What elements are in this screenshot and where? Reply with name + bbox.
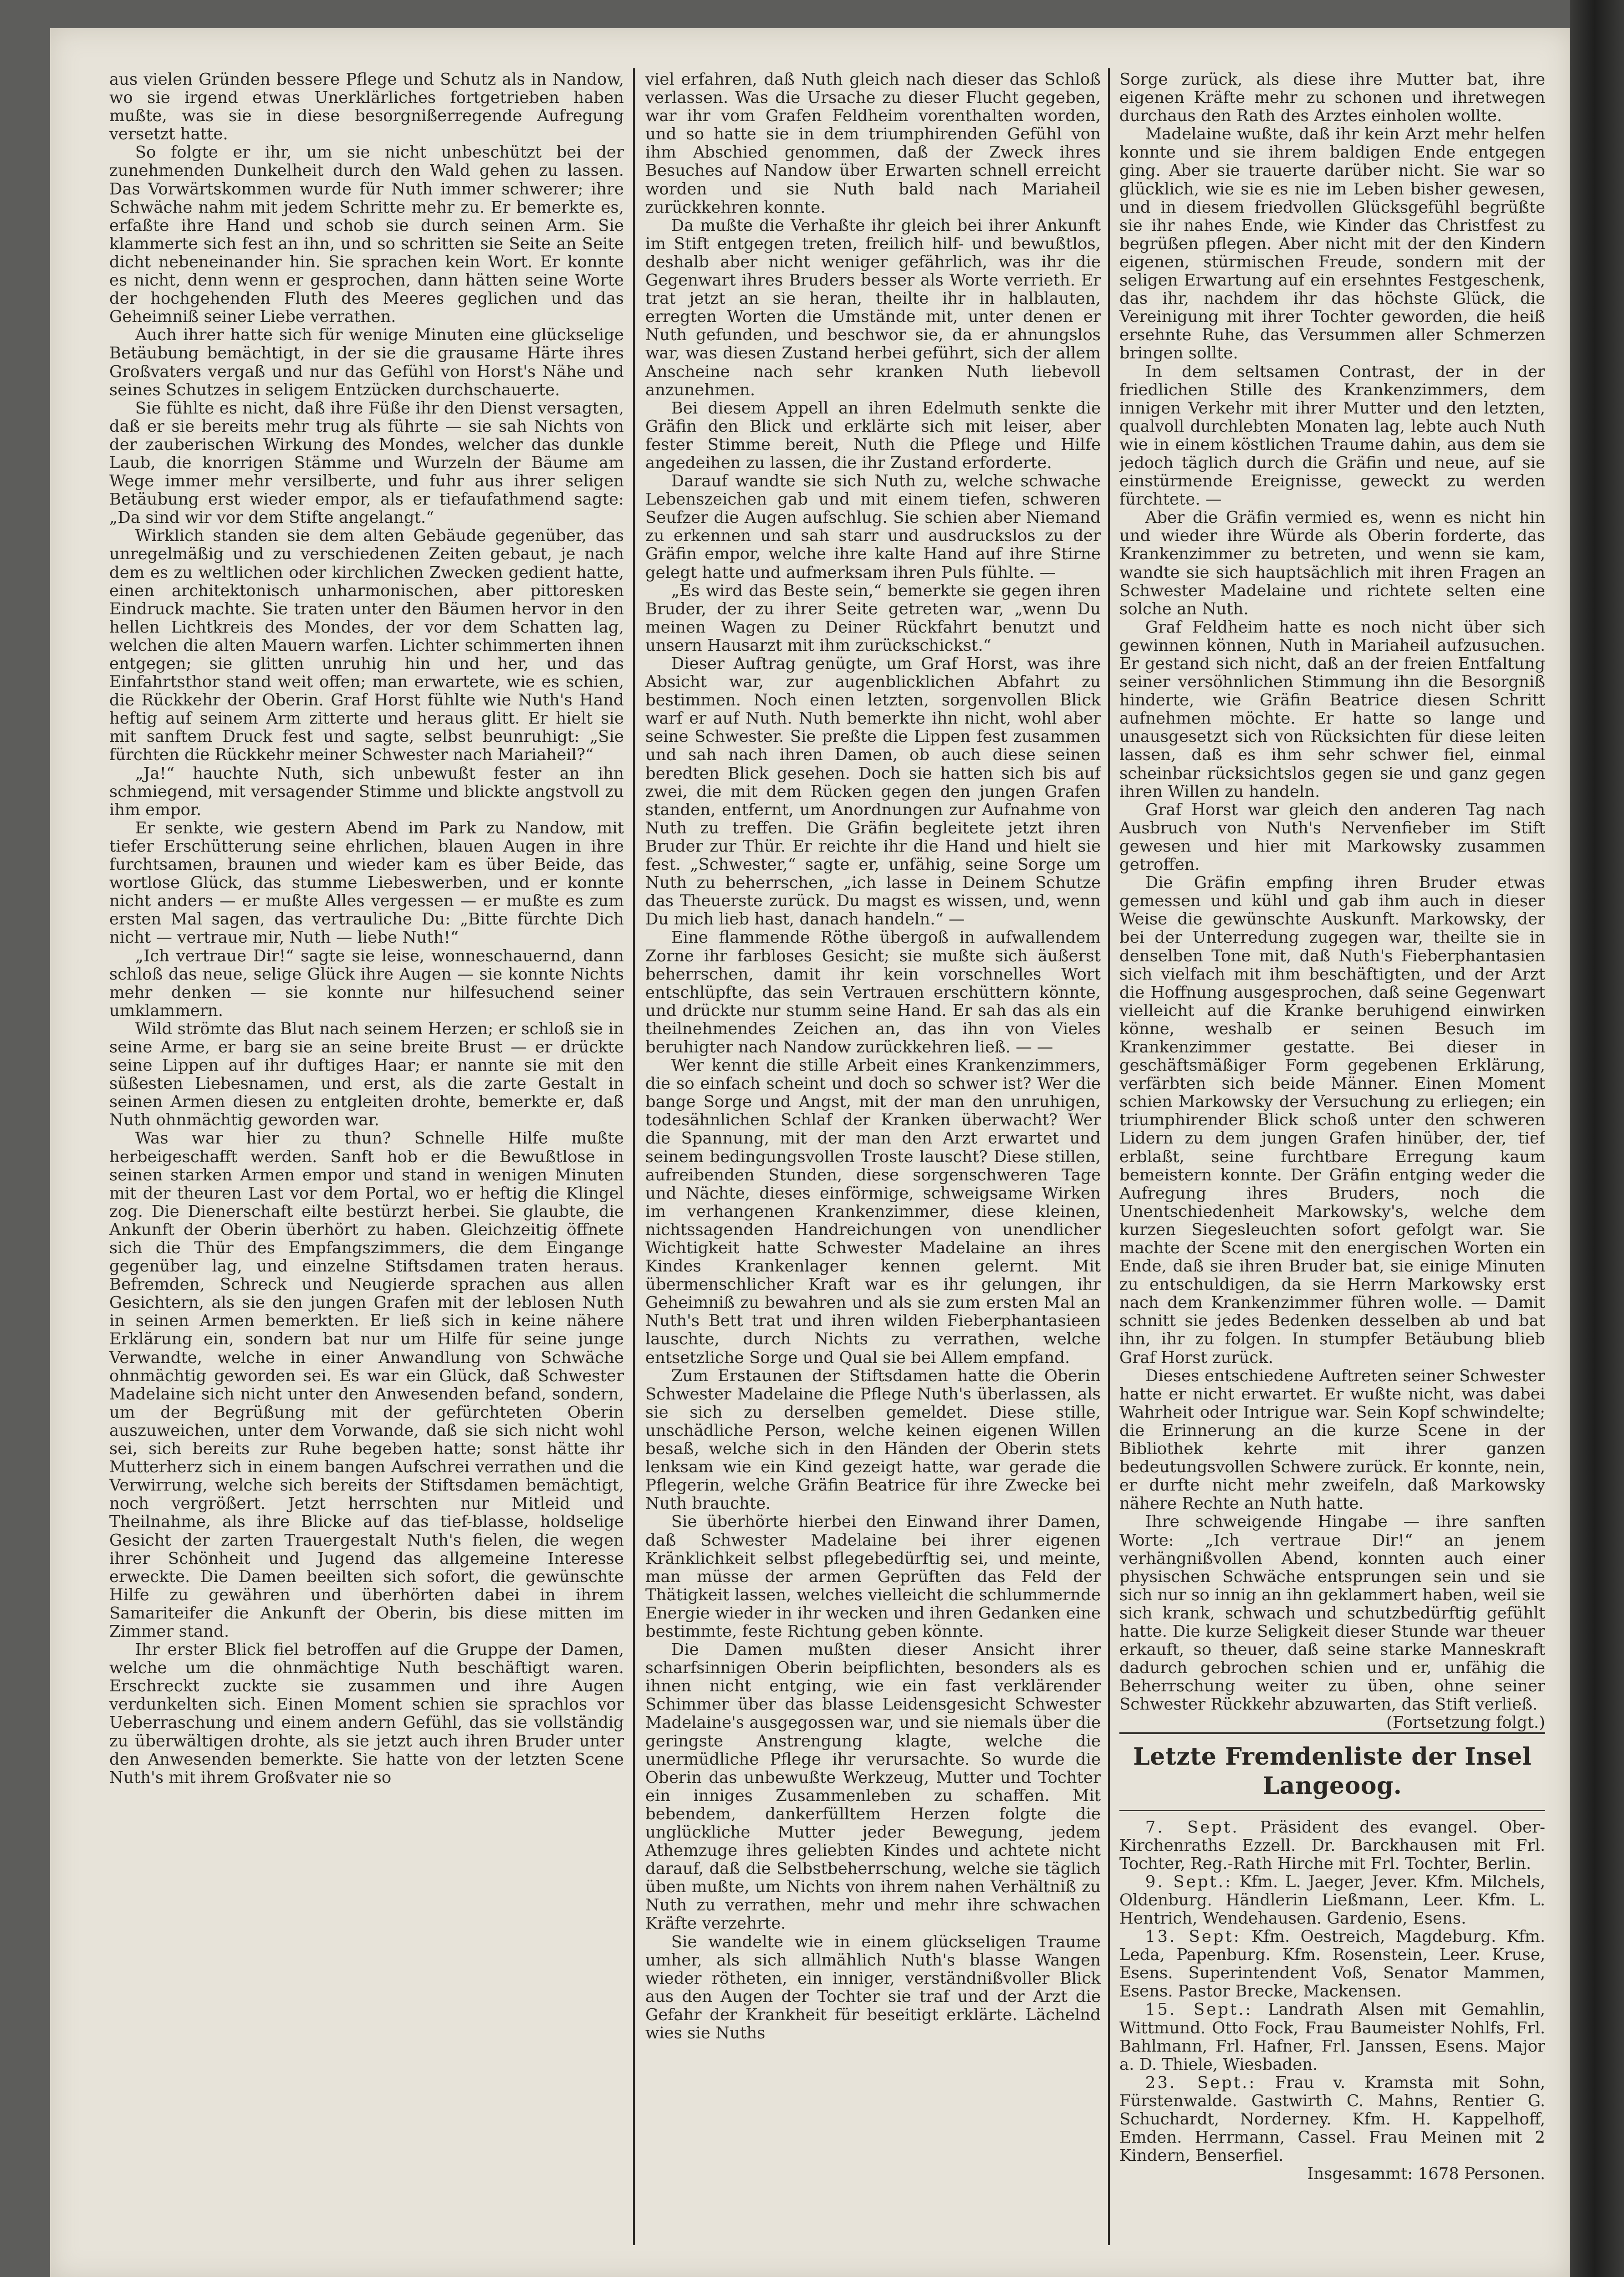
entry-text: Frau v. Kramsta mit Sohn, Fürstenwalde. Gastwirth C. Mahns, Rentier G. Schuchardt, Norderney. Kfm. H. Kappelhoff, Emden. Herrmann, Cassel. Frau Meinen mit 2 Kindern, Benserfiel. <box>1119 2073 1545 2165</box>
paragraph: Wirklich standen sie dem alten Gebäude gegenüber, das unregelmäßig und zu verschiedenen Zeiten gebaut, je nach dem es zu weltlichen oder kirchlichen Zwecken gedient hatte, einen architektonisch unharmonischen, aber pittoresken Eindruck machte. Sie traten unter den Bäumen hervor in den hellen Lichtkreis des Mondes, der vor dem Schatten lag, welchen die alten Mauern warfen. Lichter schimmerten ihnen entgegen; sie glitten unruhig hin und her, und das Einfahrtsthor stand weit offen; man erwartete, wie es schien, die Rückkehr der Oberin. Graf Horst fühlte wie Nuth's Hand heftig auf seinem Arm zitterte und heraus glitt. Er hielt sie mit sanftem Druck fest und sagte, selbst beunruhigt: „Sie fürchten die Rückkehr meiner Schwester nach Mariaheil?“ <box>109 526 624 765</box>
paragraph: Auch ihrer hatte sich für wenige Minuten eine glückselige Betäubung bemächtigt, in der sie die grausame Härte ihres Großvaters vergaß und nur das Gefühl von Horst's Nähe und seines Schutzes in seligem Entzücken durchschauerte. <box>109 326 624 399</box>
paragraph: „Es wird das Beste sein,“ bemerkte sie gegen ihren Bruder, der zu ihrer Seite getreten war, „wenn Du meinen Wagen zu Deiner Rückfahrt benutzt und unsern Hausarzt mit ihm zurückschickst.“ <box>645 581 1101 655</box>
paragraph: Ihre schweigende Hingabe — ihre sanften Worte: „Ich vertraue Dir!“ an jenem verhängnißvollen Abend, konnten auch einer physischen Schwäche entsprungen sein und sie sich nur so innig an ihn geklammert haben, weil sie sich krank, schwach und schutzbedürftig gefühlt hatte. Die kurze Seligkeit dieser Stunde war theuer erkauft, so theuer, daß seine starke Manneskraft dadurch gebrochen schien und er, unfähig die Beherrschung weiter zu üben, ohne seiner Schwester Rückkehr abzuwarten, das Stift verließ. <box>1119 1512 1545 1714</box>
book-binding-edge <box>1570 0 1624 2277</box>
entry-date: 9. Sept.: <box>1145 1872 1232 1891</box>
paragraph: Was war hier zu thun? Schnelle Hilfe mußte herbeigeschafft werden. Sanft hob er die Bewußtlose in seinen starken Armen empor und stand in wenigen Minuten mit der theuren Last vor dem Portal, wo er heftig die Klingel zog. Die Dienerschaft eilte bestürzt herbei. Sie glaubte, die Ankunft der Oberin überhört zu haben. Gleichzeitig öffnete sich die Thür des Empfangszimmers, die dem Eingange gegenüber lag, und einzelne Stiftsdamen traten heraus. Befremden, Schreck und Neugierde sprachen aus allen Gesichtern, als sie den jungen Grafen mit der leblosen Nuth in seinen Armen bemerkten. Er ließ sich in keine nähere Erklärung ein, sondern bat nur um Hilfe für seine junge Verwandte, welche in einer Anwandlung von Schwäche ohnmächtig geworden sei. Es war ein Glück, daß Schwester Madelaine sich nicht unter den Anwesenden befand, sondern, um der Begrüßung mit der gefürchteten Oberin auszuweichen, unter dem Vorwande, daß sie sich nicht wohl sei, sich bereits zur Ruhe begeben hatte; sonst hätte ihr Mutterherz sich in einem bangen Aufschrei verrathen und die Verwirrung, welche sich bereits der Stiftsdamen bemächtigt, noch vergrößert. Jetzt herrschten nur Mitleid und Theilnahme, als ihre Blicke auf das tief-blasse, holdselige Gesicht der zarten Trauergestalt Nuth's fielen, die wegen ihrer Schönheit und Jugend das allgemeine Interesse erweckte. Die Damen beeilten sich sofort, die gewünschte Hilfe zu gewähren und überhörten dabei in ihrem Samariteifer die Ankunft der Oberin, bis diese mitten im Zimmer stand. <box>109 1129 624 1641</box>
paragraph: Wild strömte das Blut nach seinem Herzen; er schloß sie in seine Arme, er barg sie an seine breite Brust — er drückte seine Lippen auf ihr duftiges Haar; er nannte sie mit den süßesten Liebesnamen, und erst, als die zarte Gestalt in seinen Armen diesen zu entgleiten drohte, bemerkte er, daß Nuth ohnmächtig geworden war. <box>109 1019 624 1130</box>
paragraph: Graf Feldheim hatte es noch nicht über sich gewinnen können, Nuth in Mariaheil aufzusuchen. Er gestand sich nicht, daß an der freien Entfaltung seiner versöhnlichen Stimmung ihn die Besorgniß hinderte, wie Gräfin Beatrice diesen Schritt aufnehmen möchte. Er hatte so lange und unausgesetzt sich von Rücksichten für diese leiten lassen, daß es ihm sehr schwer fiel, einmal scheinbar rücksichtslos gegen sie und ganz gegen ihren Willen zu handeln. <box>1119 618 1545 801</box>
paragraph: Sie überhörte hierbei den Einwand ihrer Damen, daß Schwester Madelaine bei ihrer eigenen Kränklichkeit selbst pflegebedürftig sei, und meinte, man müsse der armen Geprüften das Feld der Thätigkeit lassen, welches vielleicht die schlummernde Energie wieder in ihr wecken und ihren Gedanken eine bestimmte, feste Richtung geben könnte. <box>645 1512 1101 1641</box>
paragraph: Ihr erster Blick fiel betroffen auf die Gruppe der Damen, welche um die ohnmächtige Nuth beschäftigt waren. Erschreckt zuckte sie zusammen und ihre Augen verdunkelten sich. Einen Moment schien sie sprachlos vor Ueberraschung und einem andern Gefühl, das sie vollständig zu überwältigen drohte, als sie jetzt auch ihren Bruder unter den Anwesenden bemerkte. Sie hatte von der letzten Scene Nuth's mit ihrem Großvater nie so <box>109 1640 624 1787</box>
entry-date: 15. Sept.: <box>1145 2000 1253 2019</box>
paragraph: Sie wandelte wie in einem glückseligen Traume umher, als sich allmählich Nuth's blasse Wangen wieder rötheten, ein inniger, verständnißvoller Blick aus den Augen der Tochter sie traf und der Arzt die Gefahr der Krankheit für beseitigt erklärte. Lächelnd wies sie Nuths <box>645 1932 1101 2043</box>
paragraph: Die Damen mußten dieser Ansicht ihrer scharfsinnigen Oberin beipflichten, besonders als es ihnen nicht entging, wie ein fast verklärender Schimmer über das blasse Leidensgesicht Schwester Madelaine's ausgegossen war, und sie niemals über die geringste Anstrengung klagte, welche die unermüdliche Pflege ihr verursachte. So wurde die Oberin das unbewußte Werkzeug, Mutter und Tochter ein inniges Zusammenleben zu schaffen. Mit bebendem, dankerfülltem Herzen folgte die unglückliche Mutter jeder Bewegung, jedem Athemzuge ihres geliebten Kindes und achtete nicht darauf, daß die Selbstbeherrschung, welche sie täglich üben mußte, um Nichts von ihrem nahen Verhältniß zu Nuth zu verrathen, mehr und mehr ihre schwachen Kräfte verzehrte. <box>645 1640 1101 1933</box>
paragraph: Dieser Auftrag genügte, um Graf Horst, was ihre Absicht war, zur augenblicklichen Abfahrt zu bestimmen. Noch einen letzten, sorgenvollen Blick warf er auf Nuth. Nuth bemerkte ihn nicht, wohl aber seine Schwester. Sie preßte die Lippen fest zusammen und sah nach ihren Damen, ob auch diese seinen beredten Blick gesehen. Doch sie hatten sich bis auf zwei, die mit dem Rücken gegen den jungen Grafen standen, entfernt, um Anordnungen zur Aufnahme von Nuth zu treffen. Die Gräfin begleitete jetzt ihren Bruder zur Thür. Er reichte ihr die Hand und hielt sie fest. „Schwester,“ sagte er, unfähig, seine Sorge um Nuth zu beherrschen, „ich lasse in Deinem Schutze das Theuerste zurück. Du magst es wissen, und, wenn Du mich lieb hast, danach handeln.“ — <box>645 654 1101 929</box>
paragraph: Darauf wandte sie sich Nuth zu, welche schwache Lebenszeichen gab und mit einem tiefen, schweren Seufzer die Augen aufschlug. Sie schien aber Niemand zu erkennen und sah starr und ausdruckslos zu der Gräfin empor, welche ihre kalte Hand auf ihre Stirne gelegt hatte und aufmerksam ihren Puls fühlte. — <box>645 472 1101 582</box>
guest-list-heading: Letzte Fremdenliste der Insel Langeoog. <box>1133 1742 1532 1800</box>
paragraph: In dem seltsamen Contrast, der in der friedlichen Stille des Krankenzimmers, dem innigen Verkehr mit ihrer Mutter und den letzten, qualvoll durchlebten Monaten lag, lebte auch Nuth wie in einem köstlichen Traume dahin, aus dem sie jedoch täglich durch die Gräfin und neue, auf sie einstürmende Ereignisse, geweckt zu werden fürchtete. — <box>1119 362 1545 509</box>
paragraph: Wer kennt die stille Arbeit eines Krankenzimmers, die so einfach scheint und doch so schwer ist? Wer die bange Sorge und Angst, mit der man den unruhigen, todesähnlichen Schlaf der Kranken überwacht? Wer die Spannung, mit der man den Arzt erwartet und seinem bedingungsvollen Troste lauscht? Diese stillen, aufreibenden Stunden, diese sorgenschweren Tage und Nächte, dieses einförmige, schweigsame Wirken im verhangenen Krankenzimmer, diese kleinen, nichtssagenden Handreichungen von unendlicher Wichtigkeit hatte Schwester Madelaine an ihres Kindes Krankenlager kennen gelernt. Mit übermenschlicher Kraft war es ihr gelungen, ihr Geheimniß zu bewahren und als sie zum ersten Mal an Nuth's Bett trat und ihren wilden Fieberphantasieen lauschte, durch Nichts zu verrathen, welche entsetzliche Sorge und Qual sie bei Allem empfand. <box>645 1056 1101 1367</box>
paragraph: Er senkte, wie gestern Abend im Park zu Nandow, mit tiefer Erschütterung seine ehrlichen, blauen Augen in ihre furchtsamen, braunen und wieder kam es über Beide, das wortlose Glück, das stumme Liebeswerben, und er konnte nicht anders — er mußte Alles vergessen — er mußte es zum ersten Mal sagen, das vertrauliche Du: „Bitte fürchte Dich nicht — vertraue mir, Nuth — liebe Nuth!“ <box>109 818 624 947</box>
guest-total: Insgesammt: 1678 Personen. <box>1307 2165 1545 2184</box>
paragraph: „Ich vertraue Dir!“ sagte sie leise, wonneschauernd, dann schloß das neue, selige Glück ihre Augen — sie konnte Nichts mehr denken — sie konnte nur hilfesuchend seiner umklammern. <box>109 946 624 1020</box>
entry-text: Landrath Alsen mit Gemahlin, Wittmund. Otto Fock, Frau Baumeister Nohlfs, Frl. Bahlmann, Frl. Hafner, Frl. Janssen, Esens. Major a. D. Thiele, Wiesbaden. <box>1119 2000 1545 2074</box>
continuation-note: (Fortsetzung folgt.) <box>1386 1713 1545 1732</box>
serial-story-column-1 <box>109 71 624 2238</box>
paragraph: aus vielen Gründen bessere Pflege und Schutz als in Nandow, wo sie irgend etwas Unerklärliches fortgetrieben haben mußte, was sie in diese besorgnißerregende Aufregung versetzt hatte. <box>109 71 624 144</box>
guest-list-entry <box>1119 2001 1545 2073</box>
entry-date: 23. Sept.: <box>1145 2073 1256 2092</box>
paragraph: Madelaine wußte, daß ihr kein Arzt mehr helfen konnte und sie ihrem baldigen Ende entgegen ging. Aber sie trauerte darüber nicht. Sie war so glücklich, wie sie es nie im Leben bisher gewesen, und in diesem friedvollen Glücksgefühl begrüßte sie ihr nahes Ende, wie Kinder das Christfest zu begrüßen pflegen. Aber nicht mit der den Kindern eigenen, stürmischen Freude, sondern mit der seligen Erwartung auf ein ersehntes Festgeschenk, das ihr, nachdem ihr das höchste Glück, die Vereinigung mit ihrer Tochter geworden, die heiß ersehnte Ruhe, das Versummen aller Schmerzen bringen sollte. <box>1119 125 1545 363</box>
guest-list-entry <box>1119 2074 1545 2165</box>
serial-story-column-3 <box>1119 71 1545 2238</box>
paragraph: „Ja!“ hauchte Nuth, sich unbewußt fester an ihn schmiegend, mit versagender Stimme und blickte angstvoll zu ihm empor. <box>109 764 624 819</box>
entry-date: 13. Sept: <box>1145 1927 1241 1946</box>
entry-text: Kfm. L. Jaeger, Jever. Kfm. Milchels, Oldenburg. Händlerin Ließmann, Leer. Kfm. L. Hentrich, Wendehausen. Gardenio, Esens. <box>1119 1872 1545 1928</box>
paragraph: Aber die Gräfin vermied es, wenn es nicht hin und wieder ihre Würde als Oberin forderte, das Krankenzimmer zu betreten, und wenn sie kam, wandte sie sich hauptsächlich mit ihren Fragen an Schwester Madelaine und richtete selten eine solche an Nuth. <box>1119 508 1545 618</box>
section-divider <box>1119 1732 1545 1734</box>
paragraph: Da mußte die Verhaßte ihr gleich bei ihrer Ankunft im Stift entgegen treten, freilich hilf- und bewußtlos, deshalb aber nicht weniger gefährlich, was ihr die Gegenwart ihres Bruders besser als Worte verrieth. Er trat jetzt an sie heran, theilte ihr in halblauten, erregten Worten die Umstände mit, unter denen er Nuth gefunden, und beschwor sie, da er ahnungslos war, was diesen Zustand herbei geführt, sich der allem Anscheine nach sehr kranken Nuth liebevoll anzunehmen. <box>645 216 1101 399</box>
entry-text: Präsident des evangel. Ober-Kirchenraths Ezzell. Dr. Barckhausen mit Frl. Tochter, Reg.-Rath Hirche mit Frl. Tochter, Berlin. <box>1119 1818 1545 1873</box>
entry-date: 7. Sept. <box>1145 1818 1239 1837</box>
serial-story-column-2 <box>645 71 1101 2238</box>
paragraph: Eine flammende Röthe übergoß in aufwallendem Zorne ihr farbloses Gesicht; sie mußte sich äußerst beherrschen, damit ihr kein vorschnelles Wort entschlüpfte, das sein Vertrauen erschüttern könnte, und drückte nur stumm seine Hand. Er sah das als ein theilnehmendes Zeichen an, das ihn von Vieles beruhigter nach Nandow zurückkehren ließ. — — <box>645 928 1101 1057</box>
paragraph: Die Gräfin empfing ihren Bruder etwas gemessen und kühl und gab ihm auch in dieser Weise die gewünschte Auskunft. Markowsky, der bei der Unterredung zugegen war, theilte sie in denselben Tone mit, daß Nuth's Fieberphantasien sich vielfach mit ihm beschäftigten, und der Arzt die Hoffnung ausgesprochen, daß seine Gegenwart vielleicht auf die Kranke beruhigend einwirken könne, weshalb er seinen Besuch im Krankenzimmer gestatte. Bei dieser in geschäftsmäßiger Form gegebenen Erklärung, verfärbten sich beide Männer. Einen Moment schien Markowsky der Versuchung zu erliegen; ein triumphirender Blick schoß unter den schweren Lidern zu dem jungen Grafen hinüber, der, tief erblaßt, seine furchtbare Erregung kaum bemeistern konnte. Der Gräfin entging weder die Aufregung ihres Bruders, noch die Unentschiedenheit Markowsky's, welche dem kurzen Siegesleuchten sofort gefolgt war. Sie machte der Scene mit den energischen Worten ein Ende, daß sie ihren Bruder bat, sie einige Minuten zu entschuldigen, da sie Herrn Markowsky erst nach dem Krankenzimmer führen wolle. — Damit schnitt sie jedes Bedenken desselben ab und bat ihn, ihr zu folgen. In stumpfer Betäubung blieb Graf Horst zurück. <box>1119 873 1545 1367</box>
paragraph: Sie fühlte es nicht, daß ihre Füße ihr den Dienst versagten, daß er sie bereits mehr trug als führte — sie sah Nichts von der zauberischen Wirkung des Mondes, welcher das dunkle Laub, die knorrigen Stämme und Wurzeln der Bäume am Wege immer mehr versilberte, und fuhr aus ihrer seligen Betäubung erst wieder empor, als er tiefaufathmend sagte: „Da sind wir vor dem Stifte angelangt.“ <box>109 398 624 527</box>
column-rule-1 <box>633 68 635 2245</box>
paragraph: Sorge zurück, als diese ihre Mutter bat, ihre eigenen Kräfte mehr zu schonen und ihretwegen durchaus den Rath des Arztes einholen wollte. <box>1119 71 1545 126</box>
paragraph: Graf Horst war gleich den anderen Tag nach Ausbruch von Nuth's Nervenfieber im Stift gewesen und hier mit Markowsky zusammen getroffen. <box>1119 800 1545 874</box>
paragraph: Dieses entschiedene Auftreten seiner Schwester hatte er nicht erwartet. Er wußte nicht, was dabei Wahrheit oder Intrigue war. Sein Kopf schwindelte; die Erinnerung an die kurze Scene in der Bibliothek kehrte mit ihrer ganzen bedeutungsvollen Schwere zurück. Er konnte, nein, er durfte nicht mehr zweifeln, daß Markowsky nähere Rechte an Nuth hatte. <box>1119 1366 1545 1513</box>
guest-list-entry <box>1119 1873 1545 1928</box>
entry-text: Kfm. Oestreich, Magdeburg. Kfm. Leda, Papenburg. Kfm. Rosenstein, Leer. Kruse, Esens. Superintendent Voß, Senator Mammen, Esens. Pastor Brecke, Mackensen. <box>1119 1927 1545 2001</box>
guest-list-entry <box>1119 1928 1545 2001</box>
paragraph: viel erfahren, daß Nuth gleich nach dieser das Schloß verlassen. Was die Ursache zu dieser Flucht gegeben, war ihr vom Grafen Feldheim vorenthalten worden, und so hatte sie in dem triumphirenden Gefühl von ihm Abschied genommen, daß der Zweck ihres Besuches auf Nandow über Erwarten schnell erreicht worden und sie Nuth bald nach Mariaheil zurückkehren konnte. <box>645 71 1101 217</box>
paragraph: So folgte er ihr, um sie nicht unbeschützt bei der zunehmenden Dunkelheit durch den Wald gehen zu lassen. Das Vorwärtskommen wurde für Nuth immer schwerer; ihre Schwäche nahm mit jedem Schritte mehr zu. Er bemerkte es, erfaßte ihre Hand und schob sie durch seinen Arm. Sie klammerte sich fest an ihn, und so schritten sie Seite an Seite dicht nebeneinander hin. Sie sprachen kein Wort. Er konnte es nicht, denn wenn er gesprochen, dann hätten seine Worte der hochgehenden Fluth des Meeres geglichen und das Geheimniß seiner Liebe verrathen. <box>109 143 624 327</box>
paragraph: Zum Erstaunen der Stiftsdamen hatte die Oberin Schwester Madelaine die Pflege Nuth's überlassen, als sie sich zu derselben gemeldet. Diese stille, unschädliche Person, welche keinen eigenen Willen besaß, welche sich in den Händen der Oberin stets lenksam wie ein Kind gezeigt hatte, war gerade die Pflegerin, welche Gräfin Beatrice für ihre Zwecke bei Nuth brauchte. <box>645 1366 1101 1513</box>
guest-list-entry <box>1119 1818 1545 1873</box>
heading-underline <box>1119 1810 1545 1811</box>
column-rule-2 <box>1108 68 1110 2245</box>
paragraph: Bei diesem Appell an ihren Edelmuth senkte die Gräfin den Blick und erklärte sich mit leiser, aber fester Stimme bereit, Nuth die Pflege und Hilfe angedeihen zu lassen, die ihr Zustand erforderte. <box>645 398 1101 472</box>
